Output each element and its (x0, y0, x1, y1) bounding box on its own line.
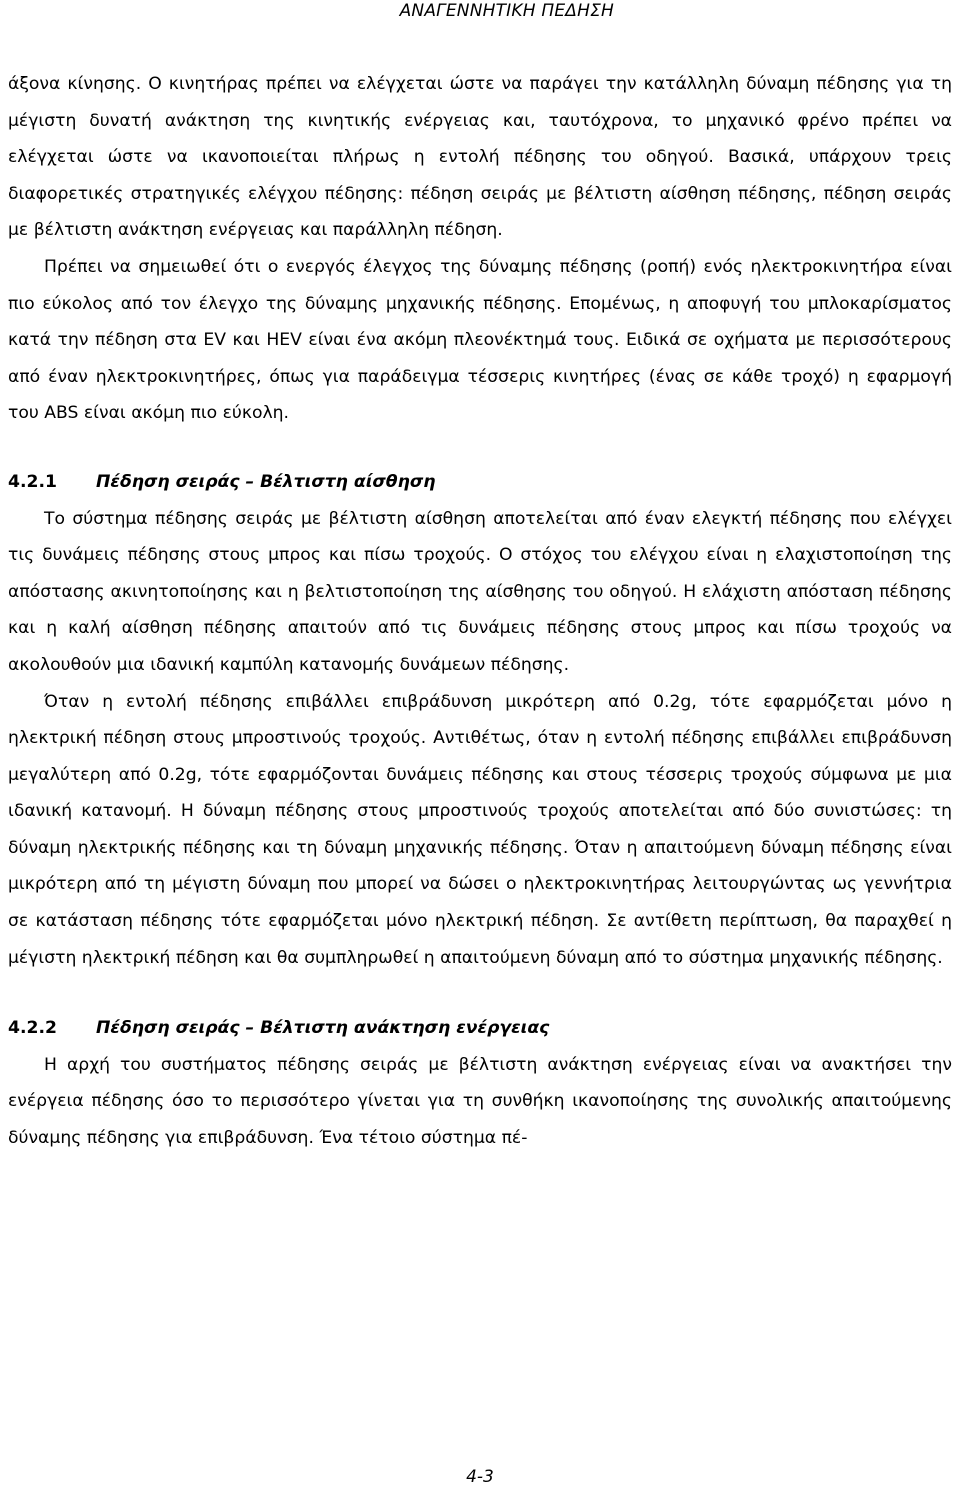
section-number: 4.2.1 (8, 471, 57, 492)
page-content (8, 66, 952, 1157)
spacer (8, 976, 952, 1010)
page-number: 4-3 (466, 1467, 494, 1487)
section-number: 4.2.2 (8, 1018, 57, 1039)
body-paragraph: Η αρχή του συστήματος πέδησης σειράς με βέλτιστη ανάκτηση ενέργειας είναι να ανακτήσει την ενέργεια πέδησης όσο το περισσότερο γίνεται για τη συνθήκη ικανοποίησης της συνολικής απαιτούμενης δύναμης πέδησης για επιβράδυνση. Ένα τέτοιο σύστημα πέ- (8, 1054, 952, 1149)
section-title: Πέδηση σειράς – Βέλτιστη αίσθηση (96, 471, 436, 492)
spacer (8, 432, 952, 464)
running-header: ΑΝΑΓΕΝΝΗΤΙΚΗ ΠΕΔΗΣΗ (399, 1, 614, 21)
body-paragraph: Όταν η εντολή πέδησης επιβάλλει επιβράδυνση μικρότερη από 0.2g, τότε εφαρμόζεται μόνο η ηλεκτρική πέδηση στους μπροστινούς τροχούς. Αντιθέτως, όταν η εντολή πέδησης επιβάλλει επιβράδυνση μεγαλύτερη από 0.2g, τότε εφαρμόζονται δυνάμεις πέδησης και στους τέσσερις τροχούς σύμφωνα με μια ιδανική κατανομή. Η δύναμη πέδησης στους μπροστινούς τροχούς αποτελείται από δύο συνιστώσες: τη δύναμη ηλεκτρικής πέδησης και τη δύναμη μηχανικής πέδησης. Όταν η απαιτούμενη δύναμη πέδησης είναι μικρότερη από τη μέγιστη δύναμη που μπορεί να δώσει ο ηλεκτροκινητήρας λειτουργώντας ως γεννήτρια σε κατάσταση πέδησης τότε εφαρμόζεται μόνο ηλεκτρική πέδηση. Σε αντίθετη περίπτωση, θα παραχθεί η μέγιστη ηλεκτρική πέδηση και θα συμπληρωθεί η απαιτούμενη δύναμη από το σύστημα μηχανικής πέδησης. (8, 691, 952, 968)
body-paragraph: άξονα κίνησης. Ο κινητήρας πρέπει να ελέγχεται ώστε να παράγει την κατάλληλη δύναμη πέδησης για τη μέγιστη δυνατή ανάκτηση της κινητικής ενέργειας και, ταυτόχρονα, το μηχανικό φρένο πρέπει να ελέγχεται ώστε να ικανοποιείται πλήρως η εντολή πέδησης του οδηγού. Βασικά, υπάρχουν τρεις διαφορετικές στρατηγικές ελέγχου πέδησης: πέδηση σειράς με βέλτιστη αίσθηση πέδησης, πέδηση σειράς με βέλτιστη ανάκτηση ενέργειας και παράλληλη πέδηση. (8, 74, 952, 241)
section-title: Πέδηση σειράς – Βέλτιστη ανάκτηση ενέργειας (96, 1018, 550, 1039)
body-paragraph: Πρέπει να σημειωθεί ότι ο ενεργός έλεγχος της δύναμης πέδησης (ροπή) ενός ηλεκτροκινητήρα είναι πιο εύκολος από τον έλεγχο της δύναμης μηχανικής πέδησης. Επομένως, η αποφυγή του μπλοκαρίσματος κατά την πέδηση στα EV και HEV είναι ένα ακόμη πλεονέκτημά τους. Ειδικά σε οχήματα με περισσότερους από έναν ηλεκτροκινητήρες, όπως για παράδειγμα τέσσερις κινητήρες (ένας σε κάθε τροχό) η εφαρμογή του ABS είναι ακόμη πιο εύκολη. (8, 256, 952, 424)
body-paragraph: Το σύστημα πέδησης σειράς με βέλτιστη αίσθηση αποτελείται από έναν ελεγκτή πέδησης που ελέγχει τις δυνάμεις πέδησης στους μπρος και πίσω τροχούς. Ο στόχος του ελέγχου είναι η ελαχιστοποίηση της απόστασης ακινητοποίησης και η βελτιστοποίηση της αίσθησης του οδηγού. Η ελάχιστη απόσταση πέδησης και η καλή αίσθηση πέδησης απαιτούν από τις δυνάμεις πέδησης στους μπρος και πίσω τροχούς να ακολουθούν μια ιδανική καμπύλη κατανομής δυνάμεων πέδησης. (8, 508, 952, 675)
section-heading (8, 464, 952, 501)
section-heading (8, 1010, 952, 1047)
